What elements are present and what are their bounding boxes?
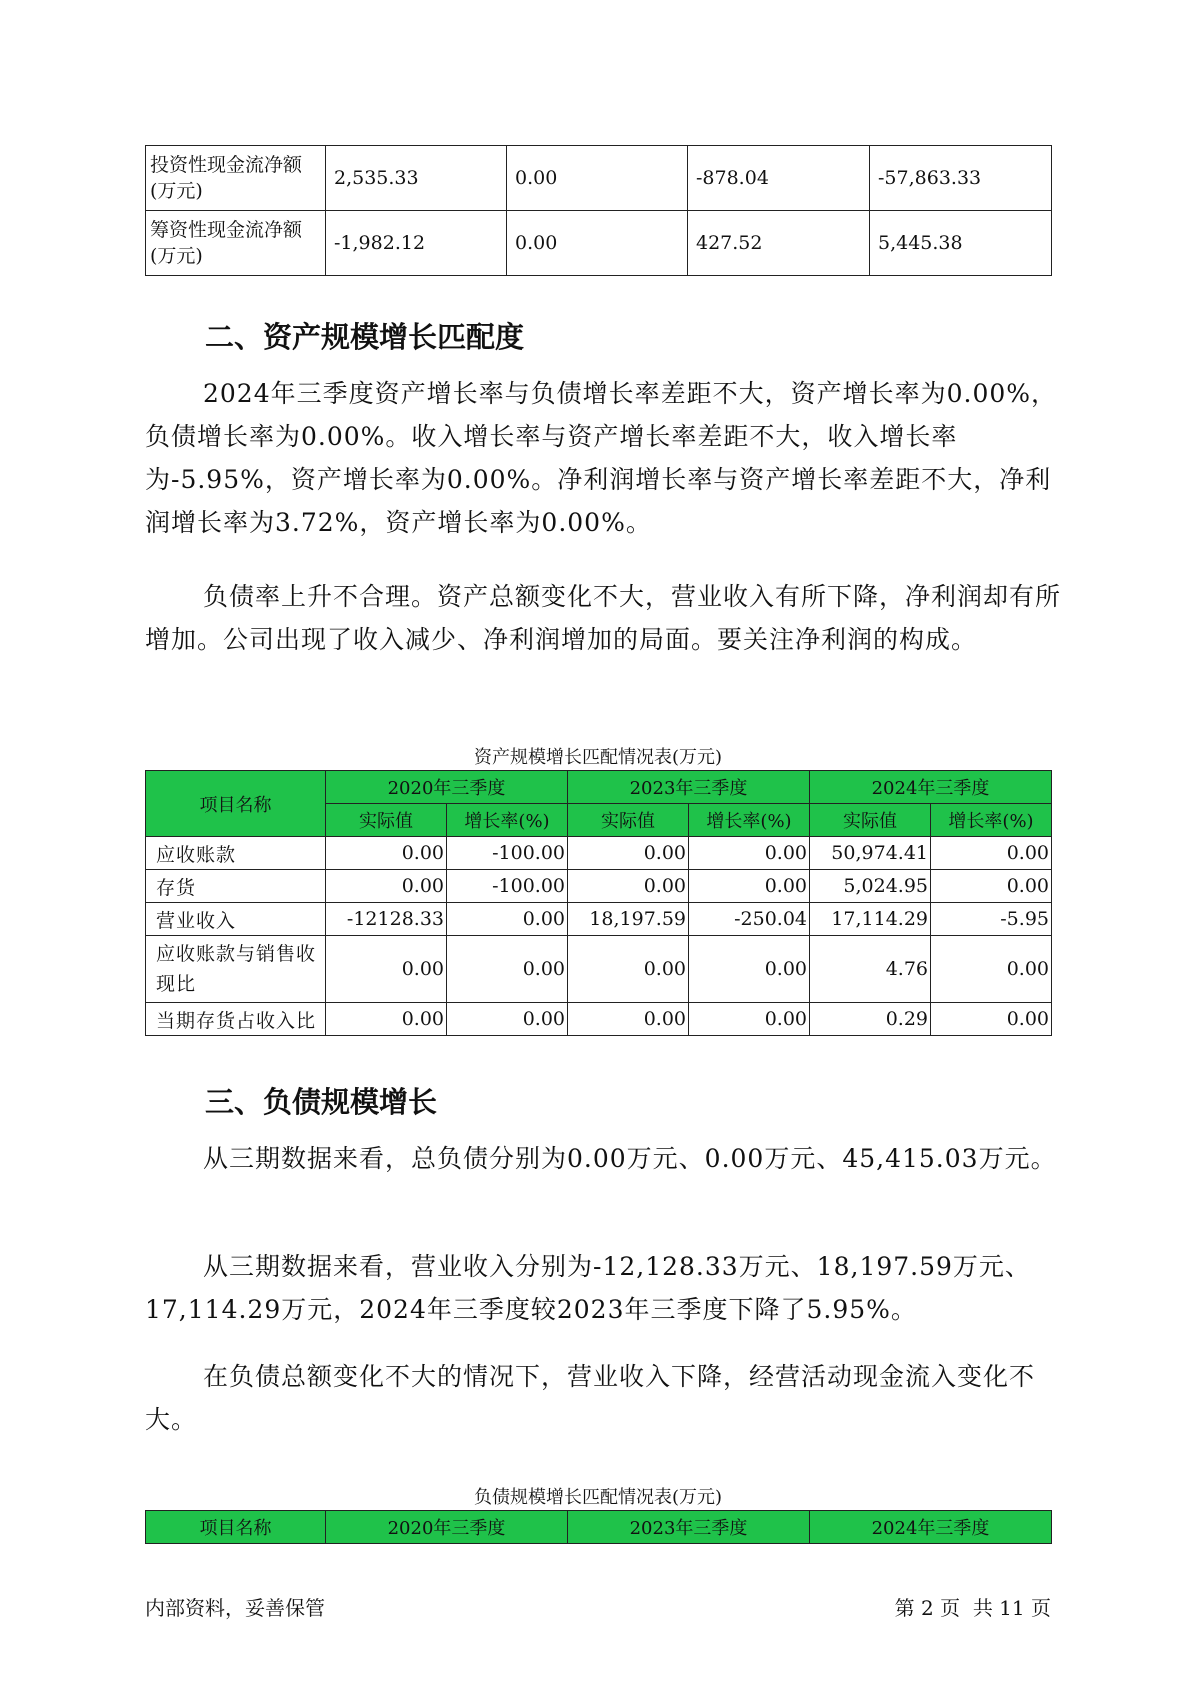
row-label: 投资性现金流净额(万元) <box>146 146 326 211</box>
row-label: 当期存货占收入比 <box>146 1003 326 1036</box>
paragraph: 在负债总额变化不大的情况下，营业收入下降，经营活动现金流入变化不大。 <box>145 1362 1036 1434</box>
cell-value: 0.00 <box>931 1003 1052 1036</box>
column-header: 增长率(%) <box>447 804 568 837</box>
cell-value: 0.00 <box>447 936 568 1003</box>
column-header: 2023年三季度 <box>568 1511 810 1544</box>
cell-value: 427.52 <box>688 211 870 276</box>
paragraph: 从三期数据来看，总负债分别为0.00万元、0.00万元、45,415.03万元。 <box>203 1144 1057 1173</box>
cell-value: -57,863.33 <box>870 146 1052 211</box>
table-row <box>146 211 1052 276</box>
cell-value: -1,982.12 <box>326 211 507 276</box>
cell-value: 0.00 <box>507 211 688 276</box>
table-row <box>146 870 1052 903</box>
cell-value: 0.00 <box>689 936 810 1003</box>
column-header: 2020年三季度 <box>326 1511 568 1544</box>
page-number: 第 2 页 共 11 页 <box>894 1596 1051 1620</box>
column-header: 2024年三季度 <box>810 771 1052 804</box>
column-header: 项目名称 <box>146 1511 326 1544</box>
column-header: 增长率(%) <box>931 804 1052 837</box>
footer-left: 内部资料，妥善保管 <box>145 1596 325 1620</box>
column-header: 增长率(%) <box>689 804 810 837</box>
cell-value: 0.00 <box>689 837 810 870</box>
column-header: 实际值 <box>810 804 931 837</box>
cell-value: 0.00 <box>931 936 1052 1003</box>
cell-value: 0.00 <box>326 936 447 1003</box>
cell-value: -5.95 <box>931 903 1052 936</box>
table-row <box>146 936 1052 1003</box>
cell-value: 0.00 <box>447 1003 568 1036</box>
cell-value: 50,974.41 <box>810 837 931 870</box>
cell-value: 0.00 <box>568 1003 689 1036</box>
cell-value: 0.00 <box>931 870 1052 903</box>
column-header: 2024年三季度 <box>810 1511 1052 1544</box>
cell-value: 0.00 <box>507 146 688 211</box>
cell-value: 0.00 <box>568 837 689 870</box>
cell-value: 0.00 <box>689 1003 810 1036</box>
table-row <box>146 1003 1052 1036</box>
cell-value: -250.04 <box>689 903 810 936</box>
cell-value: -878.04 <box>688 146 870 211</box>
table-header-row <box>146 1511 1052 1544</box>
cell-value: 0.00 <box>447 903 568 936</box>
table-header-row <box>146 771 1052 804</box>
cell-value: 0.00 <box>326 1003 447 1036</box>
row-label: 应收账款与销售收现比 <box>146 936 326 1003</box>
paragraph: 负债率上升不合理。资产总额变化不大，营业收入有所下降，净利润却有所增加。公司出现了收入减少、净利润增加的局面。要关注净利润的构成。 <box>145 582 1062 654</box>
cell-value: -12128.33 <box>326 903 447 936</box>
cash-flow-table <box>145 145 1052 276</box>
column-header: 实际值 <box>326 804 447 837</box>
column-header: 项目名称 <box>146 771 326 837</box>
section-heading: 二、资产规模增长匹配度 <box>205 320 525 354</box>
row-label: 营业收入 <box>146 903 326 936</box>
row-label: 筹资性现金流净额(万元) <box>146 211 326 276</box>
asset-growth-table <box>145 770 1052 1036</box>
cell-value: 0.00 <box>568 870 689 903</box>
paragraph: 2024年三季度资产增长率与负债增长率差距不大，资产增长率为0.00%，负债增长率为0.00%。收入增长率与资产增长率差距不大，收入增长率为-5.95%，资产增长率为0.00%。净利润增长率与资产增长率差距不大，净利润增长率为3.72%，资产增长率为0.00%。 <box>145 379 1058 537</box>
table-caption: 资产规模增长匹配情况表(万元) <box>473 747 723 768</box>
cell-value: 0.29 <box>810 1003 931 1036</box>
cell-value: 2,535.33 <box>326 146 507 211</box>
section-heading: 三、负债规模增长 <box>205 1085 438 1119</box>
cell-value: 0.00 <box>689 870 810 903</box>
cell-value: 0.00 <box>326 870 447 903</box>
row-label: 存货 <box>146 870 326 903</box>
debt-growth-table <box>145 1510 1052 1544</box>
cell-value: 0.00 <box>568 936 689 1003</box>
cell-value: 0.00 <box>326 837 447 870</box>
table-row <box>146 903 1052 936</box>
cell-value: 17,114.29 <box>810 903 931 936</box>
cell-value: 0.00 <box>931 837 1052 870</box>
cell-value: 5,445.38 <box>870 211 1052 276</box>
column-header: 2020年三季度 <box>326 771 568 804</box>
paragraph: 从三期数据来看，营业收入分别为-12,128.33万元、18,197.59万元、17,114.29万元，2024年三季度较2023年三季度下降了5.95%。 <box>145 1252 1031 1324</box>
cell-value: 18,197.59 <box>568 903 689 936</box>
table-row <box>146 837 1052 870</box>
row-label: 应收账款 <box>146 837 326 870</box>
cell-value: 4.76 <box>810 936 931 1003</box>
cell-value: -100.00 <box>447 837 568 870</box>
table-row <box>146 146 1052 211</box>
cell-value: 5,024.95 <box>810 870 931 903</box>
column-header: 实际值 <box>568 804 689 837</box>
cell-value: -100.00 <box>447 870 568 903</box>
column-header: 2023年三季度 <box>568 771 810 804</box>
table-caption: 负债规模增长匹配情况表(万元) <box>473 1487 723 1508</box>
